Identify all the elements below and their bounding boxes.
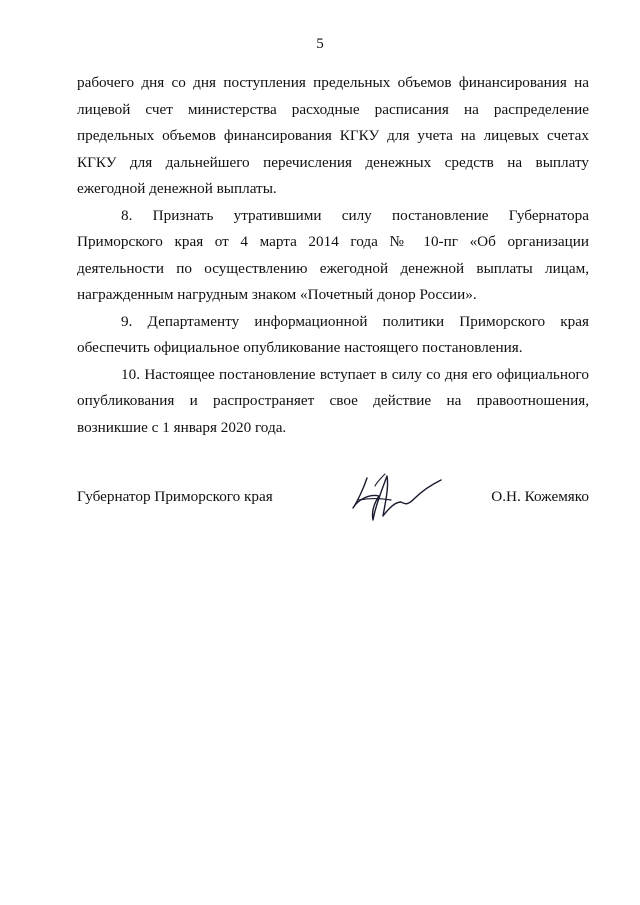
page-number: 5: [316, 36, 324, 52]
paragraph-8: 8. Признать утратившими силу постановление Губернатора Приморского края от 4 марта 2014 года № 10-пг «Об организации деятельности по осуществлению ежегодной денежной выплаты лицам, награжденным нагрудным знаком «Почетный донор России».: [77, 206, 589, 303]
signatory-title: Губернатор Приморского края: [77, 488, 273, 505]
paragraph-10: 10. Настоящее постановление вступает в силу со дня его официального опубликования и распространяет свое действие на правоотношения, возникшие с 1 января 2020 года.: [77, 365, 589, 436]
paragraph-9: 9. Департаменту информационной политики Приморского края обеспечить официальное опубликование настоящего постановления.: [77, 312, 589, 356]
signature-block: [77, 468, 589, 528]
document-body: [77, 70, 589, 441]
signatory-name: О.Н. Кожемяко: [491, 488, 589, 505]
handwritten-signature-icon: [345, 468, 445, 528]
paragraph-continuation: рабочего дня со дня поступления предельных объемов финансирования на лицевой счет министерства расходные расписания на распределение предельных объемов финансирования КГКУ для учета на лицевых счетах КГКУ для дальнейшего перечисления денежных средств на выплату ежегодной денежной выплаты.: [77, 74, 589, 197]
